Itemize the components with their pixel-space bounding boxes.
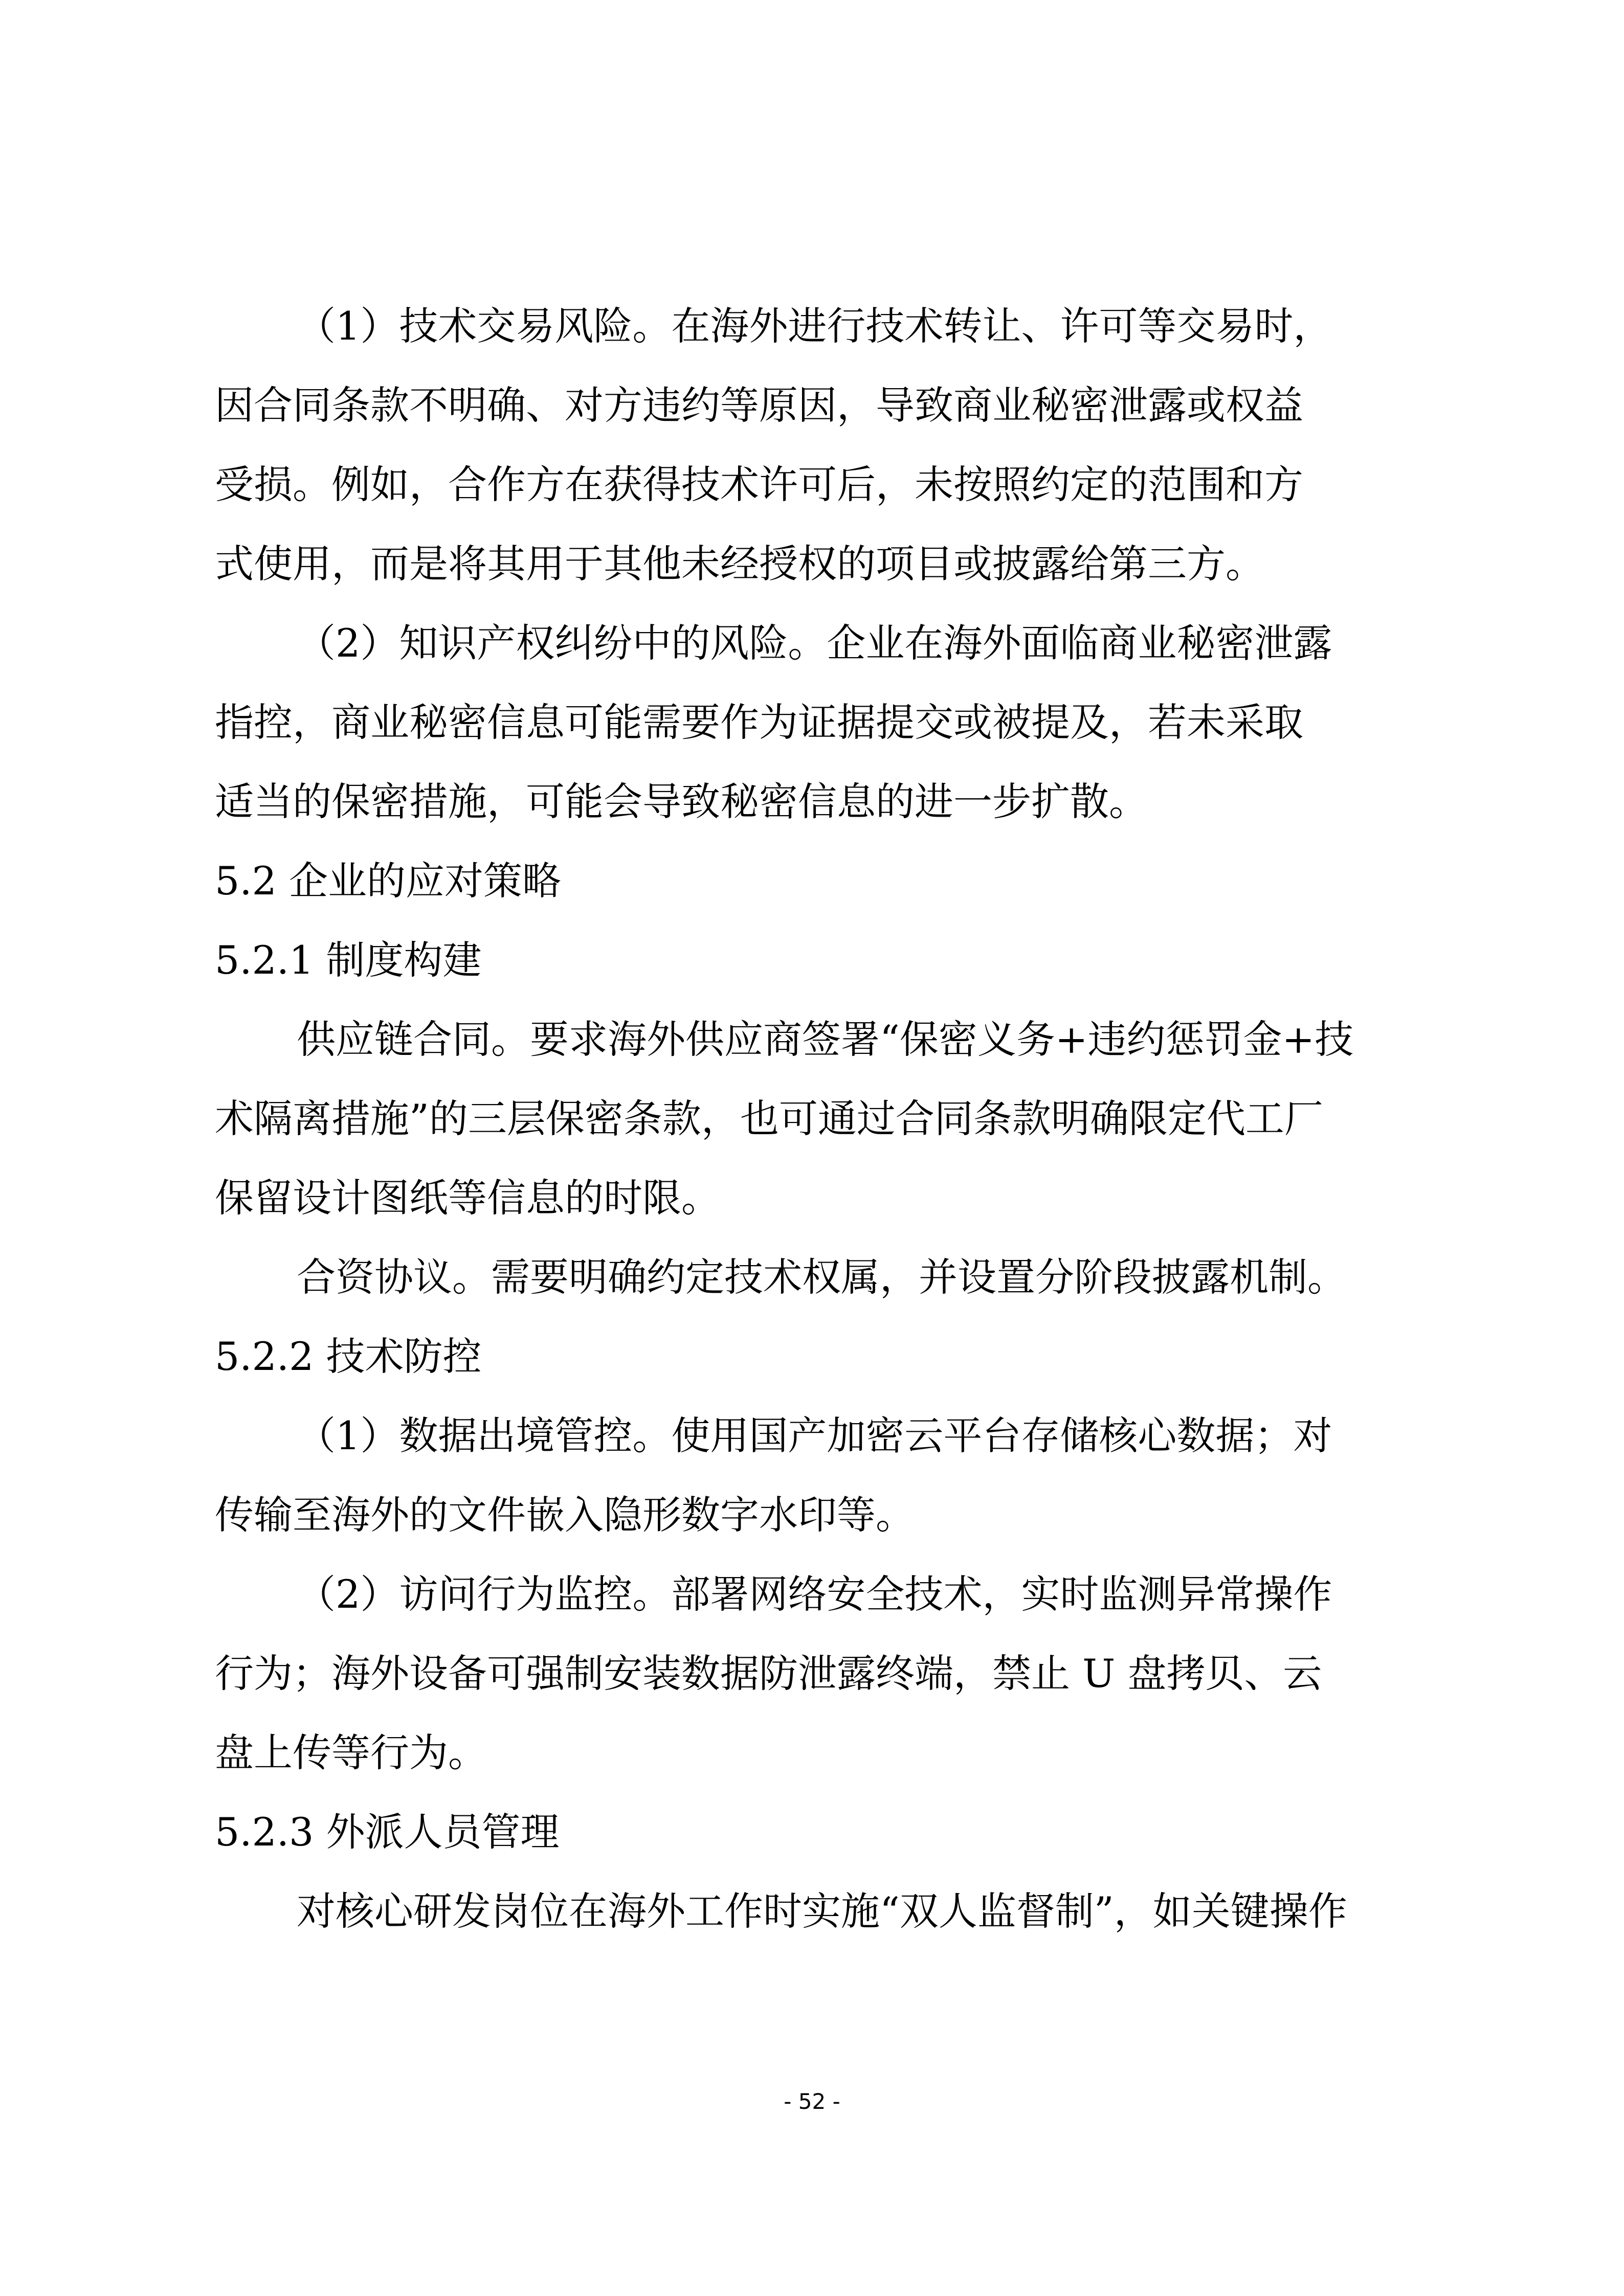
body-text	[215, 286, 1432, 1951]
section-heading: 5.2 企业的应对策略	[215, 858, 562, 904]
paragraph-line: 供应链合同。要求海外供应商签署“保密义务+违约惩罚金+技	[297, 1017, 1354, 1062]
paragraph-line: 传输至海外的文件嵌入隐形数字水印等。	[215, 1492, 915, 1538]
subsection-heading: 5.2.3 外派人员管理	[215, 1809, 560, 1855]
paragraph-line: （1）数据出境管控。使用国产加密云平台存储核心数据；对	[297, 1413, 1332, 1458]
subsection-heading: 5.2.1 制度构建	[215, 937, 482, 983]
paragraph-line: 因合同条款不明确、对方违约等原因，导致商业秘密泄露或权益	[215, 382, 1303, 428]
paragraph-line: 受损。例如，合作方在获得技术许可后，未按照约定的范围和方	[215, 462, 1303, 507]
page-number: - 52 -	[784, 2089, 840, 2114]
paragraph-line: 对核心研发岗位在海外工作时实施“双人监督制”，如关键操作	[297, 1888, 1347, 1934]
paragraph-line: （1）技术交易风险。在海外进行技术转让、许可等交易时，	[297, 303, 1332, 349]
subsection-heading: 5.2.2 技术防控	[215, 1334, 482, 1379]
paragraph-line: 指控，商业秘密信息可能需要作为证据提交或被提及，若未采取	[215, 700, 1303, 745]
paragraph-line: 合资协议。需要明确约定技术权属，并设置分阶段披露机制。	[297, 1254, 1346, 1300]
paragraph-line: （2）访问行为监控。部署网络安全技术，实时监测异常操作	[297, 1571, 1332, 1617]
paragraph-line: 术隔离措施”的三层保密条款，也可通过合同条款明确限定代工厂	[215, 1096, 1323, 1141]
paragraph-line: 行为；海外设备可强制安装数据防泄露终端，禁止 U 盘拷贝、云	[215, 1651, 1322, 1696]
paragraph-line: （2）知识产权纠纷中的风险。企业在海外面临商业秘密泄露	[297, 620, 1332, 666]
paragraph-line: 盘上传等行为。	[215, 1730, 487, 1775]
paragraph-line: 适当的保密措施，可能会导致秘密信息的进一步扩散。	[215, 779, 1148, 824]
paragraph-line: 保留设计图纸等信息的时限。	[215, 1175, 720, 1221]
paragraph-line: 式使用，而是将其用于其他未经授权的项目或披露给第三方。	[215, 541, 1264, 587]
